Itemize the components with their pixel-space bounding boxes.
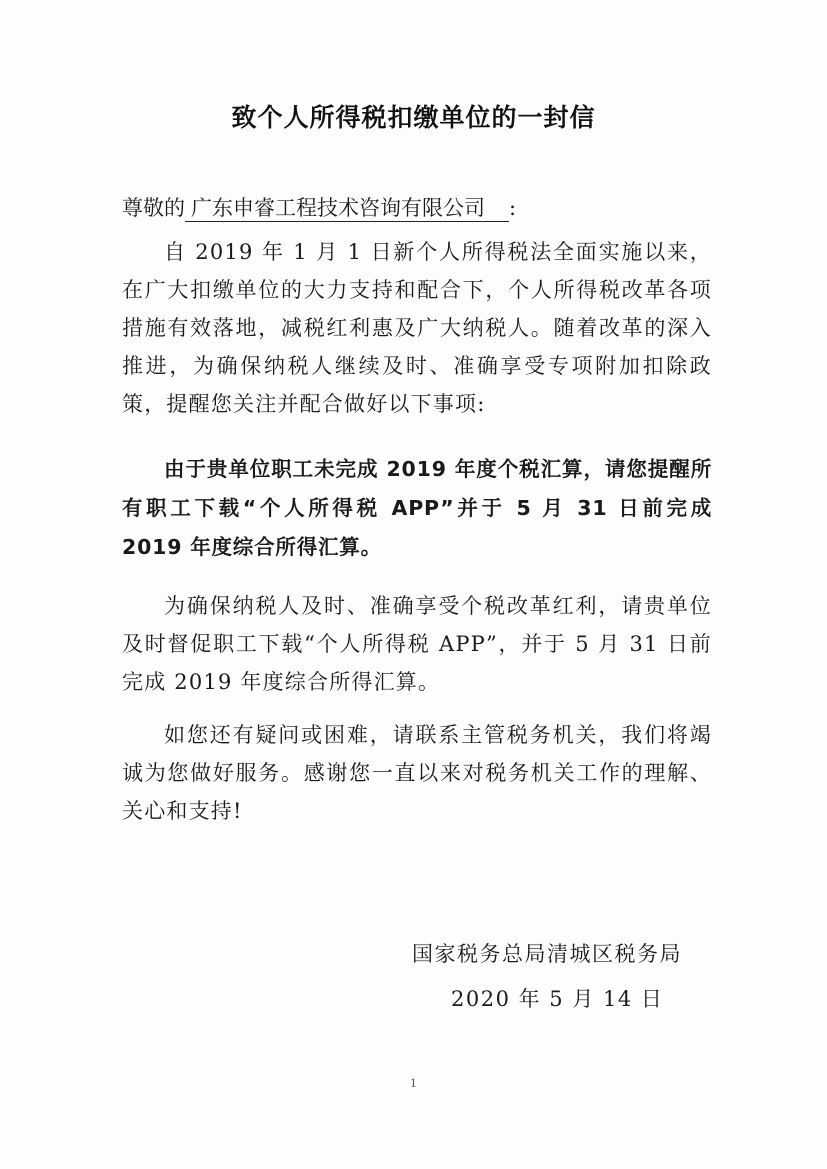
letter-title: 致个人所得税扣缴单位的一封信 [231, 103, 596, 132]
paragraph-closing: 如您还有疑问或困难，请联系主管税务机关，我们将竭诚为您做好服务。感谢您一直以来对税务机关工作的理解、关心和支持! [122, 723, 712, 823]
salutation [122, 192, 516, 222]
paragraph-intro: 自 2019 年 1 月 1 日新个人所得税法全面实施以来，在广大扣缴单位的大力支持和配合下，个人所得税改革各项措施有效落地，减税红利惠及广大纳税人。随着改革的深入推进，为确保纳税人继续及时、准确享受专项附加扣除政策，提醒您关注并配合做好以下事项: [122, 240, 712, 416]
page-number: 1 [410, 1077, 417, 1090]
recipient-name: 广东申睿工程技术咨询有限公司 [185, 195, 509, 222]
salutation-suffix: : [509, 196, 517, 220]
signature-organization: 国家税务总局清城区税务局 [412, 942, 682, 966]
salutation-prefix: 尊敬的 [122, 196, 185, 220]
paragraph-notice-bold: 由于贵单位职工未完成 2019 年度个税汇算，请您提醒所有职工下载“个人所得税 APP”并于 5 月 31 日前完成 2019 年度综合所得汇算。 [122, 457, 712, 559]
paragraph-request: 为确保纳税人及时、准确享受个税改革红利，请贵单位及时督促职工下载“个人所得税 APP”，并于 5 月 31 日前完成 2019 年度综合所得汇算。 [122, 594, 712, 694]
signature-date: 2020 年 5 月 14 日 [451, 987, 664, 1011]
